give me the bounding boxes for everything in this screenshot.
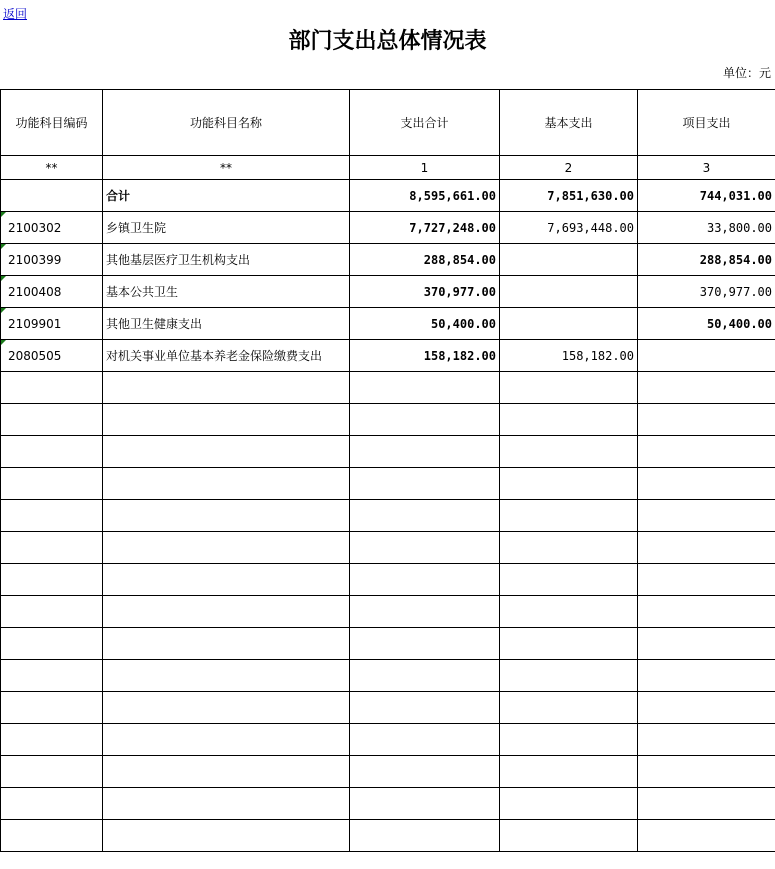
table-row	[1, 244, 775, 276]
unit-label: 单位：元	[722, 66, 771, 80]
cell-marker-icon	[1, 340, 6, 345]
empty-row	[1, 532, 775, 564]
row-code: 2100408	[1, 276, 103, 308]
empty-row	[1, 564, 775, 596]
row-basic	[500, 244, 638, 276]
index-cell: 1	[350, 156, 500, 180]
row-basic: 7,693,448.00	[500, 212, 638, 244]
table-row	[1, 308, 775, 340]
row-code: 2100302	[1, 212, 103, 244]
index-row	[1, 156, 775, 180]
index-cell: **	[1, 156, 103, 180]
row-total: 50,400.00	[350, 308, 500, 340]
page-title: 部门支出总体情况表	[288, 28, 487, 54]
total-label: 合计	[103, 180, 350, 212]
expenditure-table	[0, 89, 775, 852]
index-cell: 3	[638, 156, 775, 180]
row-project	[638, 340, 775, 372]
cell-marker-icon	[1, 308, 6, 313]
empty-row	[1, 724, 775, 756]
table-row	[1, 212, 775, 244]
empty-row	[1, 756, 775, 788]
empty-row	[1, 788, 775, 820]
header-name: 功能科目名称	[103, 90, 350, 156]
empty-row	[1, 596, 775, 628]
total-code-cell	[1, 180, 103, 212]
row-total: 370,977.00	[350, 276, 500, 308]
row-code: 2080505	[1, 340, 103, 372]
row-total: 158,182.00	[350, 340, 500, 372]
total-basic: 7,851,630.00	[500, 180, 638, 212]
row-total: 288,854.00	[350, 244, 500, 276]
row-project: 33,800.00	[638, 212, 775, 244]
table-row	[1, 276, 775, 308]
row-name: 乡镇卫生院	[103, 212, 350, 244]
empty-row	[1, 404, 775, 436]
index-cell: **	[103, 156, 350, 180]
row-name: 基本公共卫生	[103, 276, 350, 308]
header-basic: 基本支出	[500, 90, 638, 156]
header-total: 支出合计	[350, 90, 500, 156]
row-project: 50,400.00	[638, 308, 775, 340]
empty-row	[1, 692, 775, 724]
cell-marker-icon	[1, 276, 6, 281]
empty-row	[1, 660, 775, 692]
row-basic: 158,182.00	[500, 340, 638, 372]
row-basic	[500, 308, 638, 340]
row-project: 370,977.00	[638, 276, 775, 308]
row-project: 288,854.00	[638, 244, 775, 276]
header-project: 项目支出	[638, 90, 775, 156]
empty-row	[1, 820, 775, 852]
empty-row	[1, 628, 775, 660]
cell-marker-icon	[1, 244, 6, 249]
row-code: 2100399	[1, 244, 103, 276]
index-cell: 2	[500, 156, 638, 180]
header-row	[1, 90, 775, 156]
empty-row	[1, 372, 775, 404]
row-name: 其他卫生健康支出	[103, 308, 350, 340]
empty-row	[1, 500, 775, 532]
cell-marker-icon	[1, 212, 6, 217]
empty-row	[1, 436, 775, 468]
row-name: 其他基层医疗卫生机构支出	[103, 244, 350, 276]
back-link[interactable]: 返回	[3, 7, 28, 21]
row-basic	[500, 276, 638, 308]
table-row	[1, 340, 775, 372]
total-project: 744,031.00	[638, 180, 775, 212]
header-code: 功能科目编码	[1, 90, 103, 156]
row-total: 7,727,248.00	[350, 212, 500, 244]
total-sum: 8,595,661.00	[350, 180, 500, 212]
row-code: 2109901	[1, 308, 103, 340]
empty-row	[1, 468, 775, 500]
total-row	[1, 180, 775, 212]
row-name: 对机关事业单位基本养老金保险缴费支出	[103, 340, 350, 372]
